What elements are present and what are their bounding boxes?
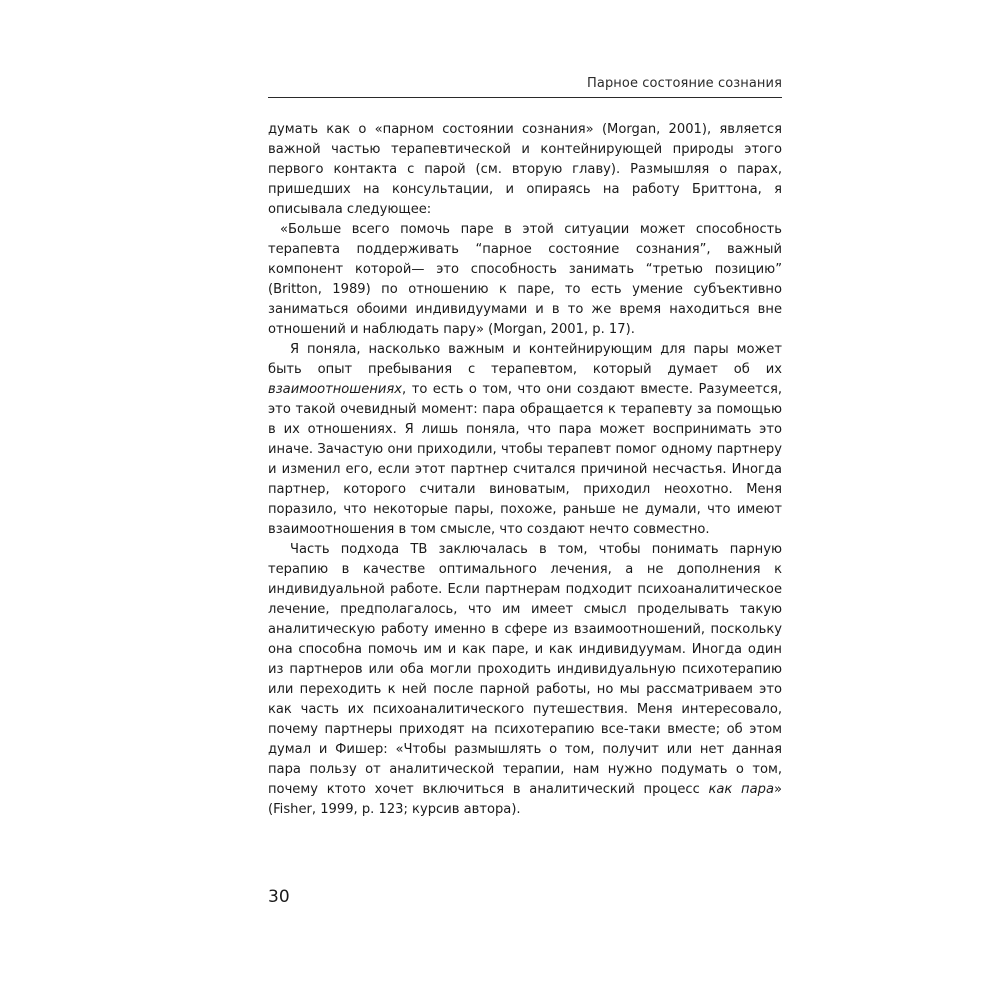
block-quote-text: «Больше всего помочь паре в этой ситуации может способность терапевта поддерживать “парное состояние сознания”, важный компонент которой— это способность занимать “третью позицию” (Britton, 1989) по отношению к паре, то есть умение субъективно заниматься обоими индивидуумами и в то же время находиться вне отношений и наблюдать пару» (Morgan, 2001, p. 17).	[268, 222, 782, 337]
paragraph-4-emphasis: как пара	[708, 782, 774, 797]
block-quote	[268, 220, 782, 340]
page-number: 30	[268, 887, 290, 907]
paragraph-4	[268, 540, 782, 820]
paragraph-4-text-b: » (Fisher, 1999, p. 123; курсив автора).	[268, 782, 782, 817]
header-rule	[268, 97, 782, 98]
paragraph-3-text-a: Я поняла, насколько важным и контейнирующим для пары может быть опыт пребывания с терапевтом, который думает об их	[268, 342, 782, 377]
paragraph-1-text: думать как о «парном состоянии сознания» (Morgan, 2001), является важной частью терапевтической и контейнирующей природы этого первого контакта с парой (см. вторую главу). Размышляя о парах, пришедших на консультации, и опираясь на работу Бриттона, я описывала следующее:	[268, 122, 782, 217]
paragraph-3-emphasis: взаимоотношениях	[268, 382, 403, 397]
paragraph-3-text-b: , то есть о том, что они создают вместе. Разумеется, это такой очевидный момент: пара обращается к терапевту за помощью в их отношениях. Я лишь поняла, что пара может воспринимать это иначе. Зачастую они приходили, чтобы терапевт помог одному партнеру и изменил его, если этот партнер считался причиной несчастья. Иногда партнер, которого считали виноватым, приходил неохотно. Меня поразило, что некоторые пары, похоже, раньше не думали, что имеют взаимоотношения в том смысле, что создают нечто совместно.	[268, 382, 782, 537]
paragraph-3	[268, 340, 782, 540]
body-text	[268, 120, 782, 820]
paragraph-1	[268, 120, 782, 220]
paragraph-4-text-a: Часть подхода ТВ заключалась в том, чтобы понимать парную терапию в качестве оптимального лечения, а не дополнения к индивидуальной работе. Если партнерам подходит психоаналитическое лечение, предполагалось, что им имеет смысл проделывать такую аналитическую работу именно в сфере из взаимоотношений, поскольку она способна помочь им и как паре, и как индивидуумам. Иногда один из партнеров или оба могли проходить индивидуальную психотерапию или переходить к ней после парной работы, но мы рассматриваем это как часть их психоаналитического путешествия. Меня интересовало, почему партнеры приходят на психотерапию все-таки вместе; об этом думал и Фишер: «Чтобы размышлять о том, получит или нет данная пара пользу от аналитической терапии, нам нужно подумать о том, почему ктото хочет включиться в аналитический процесс	[268, 542, 782, 797]
running-title: Парное состояние сознания	[587, 76, 782, 91]
